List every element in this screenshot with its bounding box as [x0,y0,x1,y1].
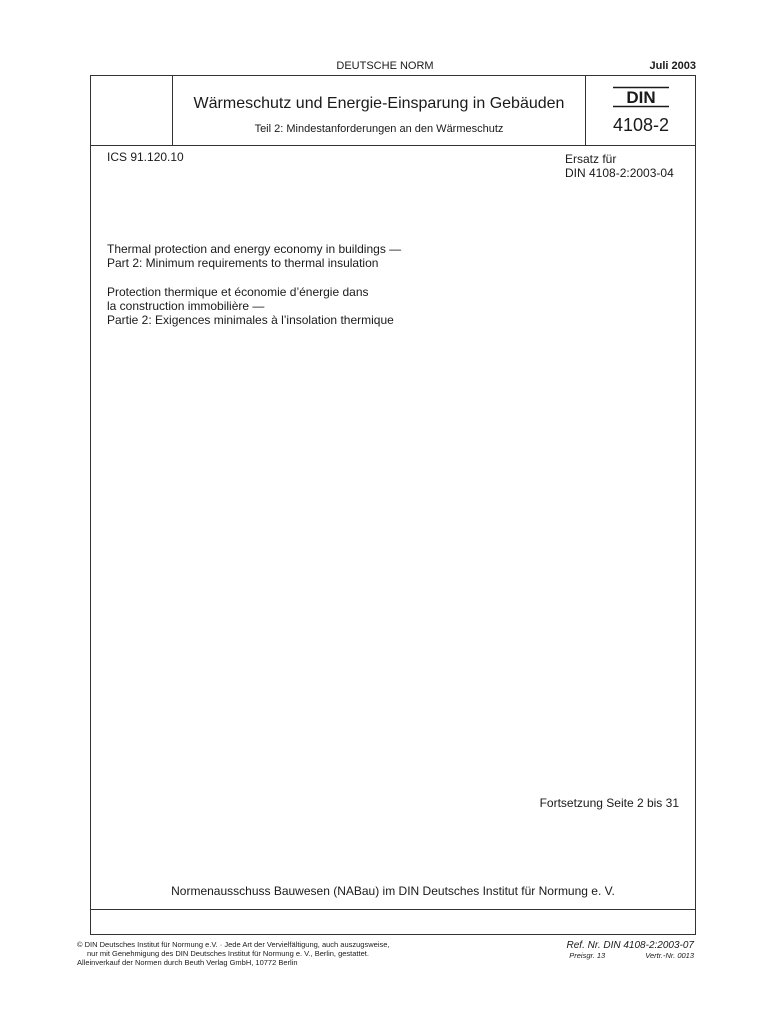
copyright-notice [77,940,507,967]
document-number: 4108-2 [612,115,670,135]
french-title [107,285,394,327]
reference-block [567,940,694,961]
french-title-line: la construction immobilière — [107,299,265,313]
english-title-line: Part 2: Minimum requirements to thermal insulation [107,256,379,270]
replaces-block [565,152,674,180]
english-title-line: Thermal protection and energy economy in buildings — [107,242,402,256]
price-group: Preisgr. 13 [569,951,606,960]
title-empty-cell [91,76,173,145]
replaces-value: DIN 4108-2:2003-04 [565,166,674,180]
sales-number: Vertr.-Nr. 0013 [645,951,694,960]
committee-line: Normenausschuss Bauwesen (NABau) im DIN Deutsches Institut für Normung e. V. [171,884,615,898]
copyright-line: nur mit Genehmigung des DIN Deutsches Institut für Normung e. V., Berlin, gestattet. [87,949,369,958]
title-center [173,76,585,145]
title-number-cell [585,76,696,145]
title-block [91,76,695,146]
french-title-line: Partie 2: Exigences minimales à l’insolation thermique [107,313,394,327]
price-sales-line [567,951,694,961]
din-logo-text: DIN [626,88,656,107]
page-header [90,60,696,74]
copyright-line: Alleinverkauf der Normen durch Beuth Verlag GmbH, 10772 Berlin [77,958,298,967]
bottom-divider [91,909,695,910]
document-frame [90,75,696,935]
ics-code: ICS 91.120.10 [107,150,184,164]
copyright-line: © DIN Deutsches Institut für Normung e.V. · Jede Art der Vervielfältigung, auch auszugsweise, [77,940,390,949]
continuation-note: Fortsetzung Seite 2 bis 31 [539,796,679,810]
replaces-label: Ersatz für [565,152,617,166]
reference-number: Ref. Nr. DIN 4108-2:2003-07 [566,940,694,951]
english-title [107,242,401,270]
din-logo-icon [611,86,671,108]
main-title: Wärmeschutz und Energie-Einsparung in Gebäuden [193,95,565,112]
publication-date: Juli 2003 [649,60,696,72]
sub-title: Teil 2: Mindestanforderungen an den Wärmeschutz [254,123,504,135]
norm-type: DEUTSCHE NORM [336,60,434,72]
french-title-line: Protection thermique et économie d’énergie dans [107,285,369,299]
